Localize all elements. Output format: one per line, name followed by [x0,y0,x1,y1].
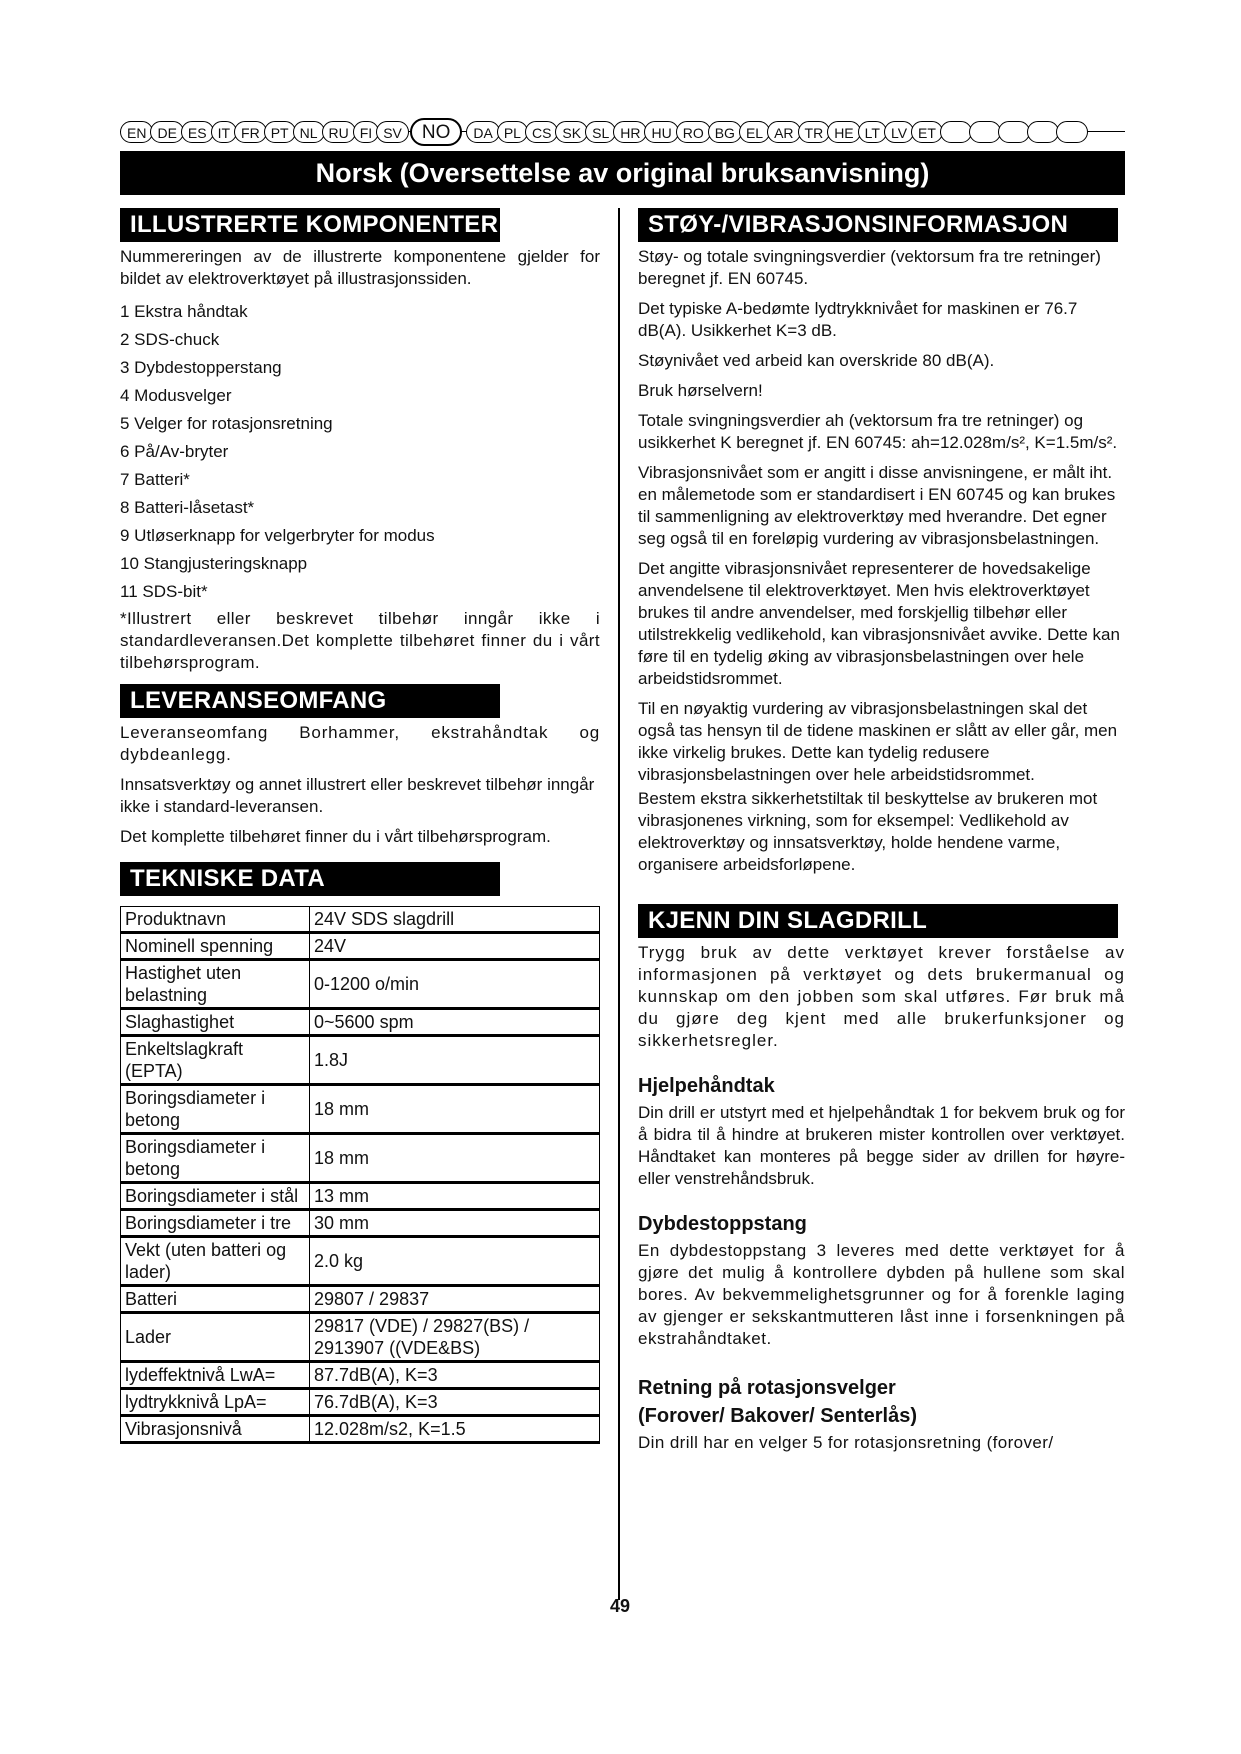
list-item: 6 På/Av-bryter [120,442,229,461]
list-item: 9 Utløserknapp for velgerbryter for modus [120,526,435,545]
table-row [121,933,600,960]
tab-et[interactable]: ET [911,121,943,143]
spec-value: 12.028m/s2, K=1.5 [310,1416,600,1443]
spec-value: 1.8J [310,1036,600,1085]
list-item: 1 Ekstra håndtak [120,302,248,321]
spec-label: Vekt (uten batteri og lader) [121,1237,310,1286]
table-row [121,1389,600,1416]
page-title: Norsk (Oversettelse av original bruksanvisning) [120,151,1125,195]
spec-value: 29817 (VDE) / 29827(BS) / 2913907 ((VDE&BS) [310,1313,600,1362]
table-row [121,1210,600,1237]
table-row [121,1085,600,1134]
noise-heading: STØY-/VIBRASJONSINFORMASJON [638,208,1118,242]
spec-label: Boringsdiameter i tre [121,1210,310,1237]
spec-value: 13 mm [310,1183,600,1210]
tab-no[interactable]: NO [410,118,463,146]
table-row [121,1286,600,1313]
list-item: 3 Dybdestopperstang [120,358,282,377]
table-row [121,1134,600,1183]
tech-data-heading: TEKNISKE DATA [120,862,500,896]
tab-empty [1027,121,1059,143]
noise-text-5: Totale svingningsverdier ah (vektorsum fra tre retninger) og usikkerhet K beregnet jf. EN 60745: ah=12.028m/s², K=1.5m/s². [638,411,1118,452]
tab-nl[interactable]: NL [293,121,325,143]
spec-label: Vibrasjonsnivå [121,1416,310,1443]
delivery-text-2: Innsatsverktøy og annet illustrert eller beskrevet tilbehør inngår ikke i standard-leveransen. [120,775,595,816]
tab-he[interactable]: HE [827,121,860,143]
delivery-text-3: Det komplette tilbehøret finner du i vårt tilbehørsprogram. [120,827,551,846]
handle-text: Din drill er utstyrt med et hjelpehåndtak 1 for bekvem bruk og for å bidra til å hindre at brukeren mister kontrollen over verktøyet. Håndtaket kan monteres på begge sider av drillen for høyre- eller venstrehåndsbruk. [638,1103,1125,1188]
spec-label: Batteri [121,1286,310,1313]
tab-es[interactable]: ES [181,121,214,143]
spec-value: 29807 / 29837 [310,1286,600,1313]
column-divider [618,208,620,1600]
spec-label: Hastighet uten belastning [121,960,310,1009]
delivery-heading: LEVERANSEOMFANG [120,684,500,718]
tab-ar[interactable]: AR [767,121,800,143]
tab-de[interactable]: DE [150,121,183,143]
depth-title: Dybdestoppstang [638,1213,807,1235]
spec-label: Nominell spenning [121,933,310,960]
right-column [638,208,1125,1462]
spec-value: 18 mm [310,1085,600,1134]
noise-text-9: Bestem ekstra sikkerhetstiltak til beskyttelse av brukeren mot vibrasjonenes virkning, som for eksempel: Vedlikehold av elektroverktøy og innsatsverktøy, holde hendene varme, organisere arbeidsforløpene. [638,789,1098,874]
tab-it[interactable]: IT [211,121,237,143]
tab-el[interactable]: EL [739,121,770,143]
table-row [121,1009,600,1036]
tab-fr[interactable]: FR [234,121,267,143]
tab-lt[interactable]: LT [858,121,887,143]
language-tab-strip [120,118,1125,146]
tab-ro[interactable]: RO [676,121,711,143]
table-row [121,1237,600,1286]
noise-text-6: Vibrasjonsnivået som er angitt i disse anvisningene, er målt iht. en målemetode som er standardisert i EN 60745 og kan brukes til sammenligning av elektroverktøy med hverandre. Det egner seg også til en foreløpig vurdering av vibrasjonsbelastningen. [638,463,1116,548]
tab-bg[interactable]: BG [708,121,742,143]
spec-value: 0-1200 o/min [310,960,600,1009]
spec-value: 0~5600 spm [310,1009,600,1036]
list-item: 11 SDS-bit* [120,582,208,601]
depth-text: En dybdestoppstang 3 leveres med dette verktøyet for å gjøre det mulig å kontrollere dybden på hullene som skal bores. Av bekvemmelighetsgrunner og for å forenkle laging av gjenger er sekskantmutteren låst inne i forsenkningen på ekstrahåndtaket. [638,1241,1125,1348]
components-heading: ILLUSTRERTE KOMPONENTER [120,208,500,242]
table-row [121,1036,600,1085]
tab-tr[interactable]: TR [798,121,831,143]
noise-text-1: Støy- og totale svingningsverdier (vektorsum fra tre retninger) beregnet jf. EN 60745. [638,247,1101,288]
tab-en[interactable]: EN [120,121,153,143]
noise-text-7: Det angitte vibrasjonsnivået representerer de hovedsakelige anvendelsene til elektroverktøyet. Men hvis elektroverktøyet brukes til andre anvendelser, med forskjellig tilbehør eller utilstrekkelig vedlikehold, kan vibrasjonsnivået avvike. Dette kan føre til en tydelig øking av vibrasjonsbelastningen over hele arbeidstidsrommet. [638,559,1120,688]
list-item: 8 Batteri-låsetast* [120,498,255,517]
tab-pt[interactable]: PT [264,121,296,143]
know-heading: KJENN DIN SLAGDRILL [638,904,1118,938]
tech-data-table [120,906,600,1444]
tab-pl[interactable]: PL [497,121,528,143]
tab-da[interactable]: DA [466,121,499,143]
spec-label: Boringsdiameter i stål [121,1183,310,1210]
direction-text: Din drill har en velger 5 for rotasjonsretning (forover/ [638,1433,1054,1452]
table-row [121,1313,600,1362]
table-row [121,907,600,933]
components-intro: Nummereringen av de illustrerte komponentene gjelder for bildet av elektroverktøyet på illustrasjonssiden. [120,247,600,288]
spec-label: Slaghastighet [121,1009,310,1036]
tab-empty [969,121,1001,143]
tab-sl[interactable]: SL [585,121,616,143]
spec-label: lydeffektnivå LwA= [121,1362,310,1389]
spec-value: 2.0 kg [310,1237,600,1286]
noise-text-2: Det typiske A-bedømte lydtrykknivået for maskinen er 76.7 dB(A). Usikkerhet K=3 dB. [638,299,1078,340]
spec-label: Boringsdiameter i betong [121,1134,310,1183]
handle-title: Hjelpehåndtak [638,1075,775,1097]
list-item: 7 Batteri* [120,470,190,489]
table-row [121,1416,600,1443]
spec-value: 76.7dB(A), K=3 [310,1389,600,1416]
tab-empty [1056,121,1088,143]
noise-text-8: Til en nøyaktig vurdering av vibrasjonsbelastningen skal det også tas hensyn til de tidene maskinen er slått av eller går, men ikke virkelig brukes. Dette kan tydelig redusere vibrasjonsbelastningen over hele arbeidstidsrommet. [638,699,1118,784]
page-number: 49 [609,1596,631,1616]
spec-value: 24V [310,933,600,960]
spec-value: 87.7dB(A), K=3 [310,1362,600,1389]
tab-hr[interactable]: HR [613,121,647,143]
language-tabs [120,118,1085,146]
tab-lv[interactable]: LV [884,121,914,143]
tab-ru[interactable]: RU [322,121,356,143]
list-item: 10 Stangjusteringsknapp [120,554,308,573]
tab-empty [998,121,1030,143]
spec-label: Produktnavn [121,907,310,933]
left-column [120,208,600,1444]
spec-label: lydtrykknivå LpA= [121,1389,310,1416]
tab-cs[interactable]: CS [525,121,558,143]
tab-sv[interactable]: SV [376,121,409,143]
tab-fi[interactable]: FI [353,121,379,143]
spec-label: Enkeltslagkraft (EPTA) [121,1036,310,1085]
tab-hu[interactable]: HU [644,121,678,143]
tab-empty [940,121,972,143]
direction-title: Retning på rotasjonsvelger (Forover/ Bakover/ Senterlås) [638,1377,917,1427]
spec-value: 30 mm [310,1210,600,1237]
spec-value: 18 mm [310,1134,600,1183]
spec-value: 24V SDS slagdrill [310,907,600,933]
list-item: 4 Modusvelger [120,386,232,405]
table-row [121,1183,600,1210]
list-item: 5 Velger for rotasjonsretning [120,414,333,433]
tab-sk[interactable]: SK [555,121,588,143]
list-item: 2 SDS-chuck [120,330,220,349]
table-row [121,960,600,1009]
know-text: Trygg bruk av dette verktøyet krever forståelse av informasjonen på verktøyet og dets brukermanual og kunnskap om den jobben som skal utføres. Før bruk må du gjøre deg kjent med alle brukerfunksjoner og sikkerhetsregler. [638,943,1125,1050]
noise-text-4: Bruk hørselvern! [638,381,763,400]
spec-label: Boringsdiameter i betong [121,1085,310,1134]
noise-text-3: Støynivået ved arbeid kan overskride 80 dB(A). [638,351,995,370]
delivery-text-1: Leveranseomfang Borhammer, ekstrahåndtak og dybdeanlegg. [120,723,600,764]
components-list [120,298,600,606]
spec-label: Lader [121,1313,310,1362]
components-note: *Illustrert eller beskrevet tilbehør inngår ikke i standardleveransen.Det komplette tilbehøret finner du i vårt tilbehørsprogram. [120,609,600,672]
table-row [121,1362,600,1389]
